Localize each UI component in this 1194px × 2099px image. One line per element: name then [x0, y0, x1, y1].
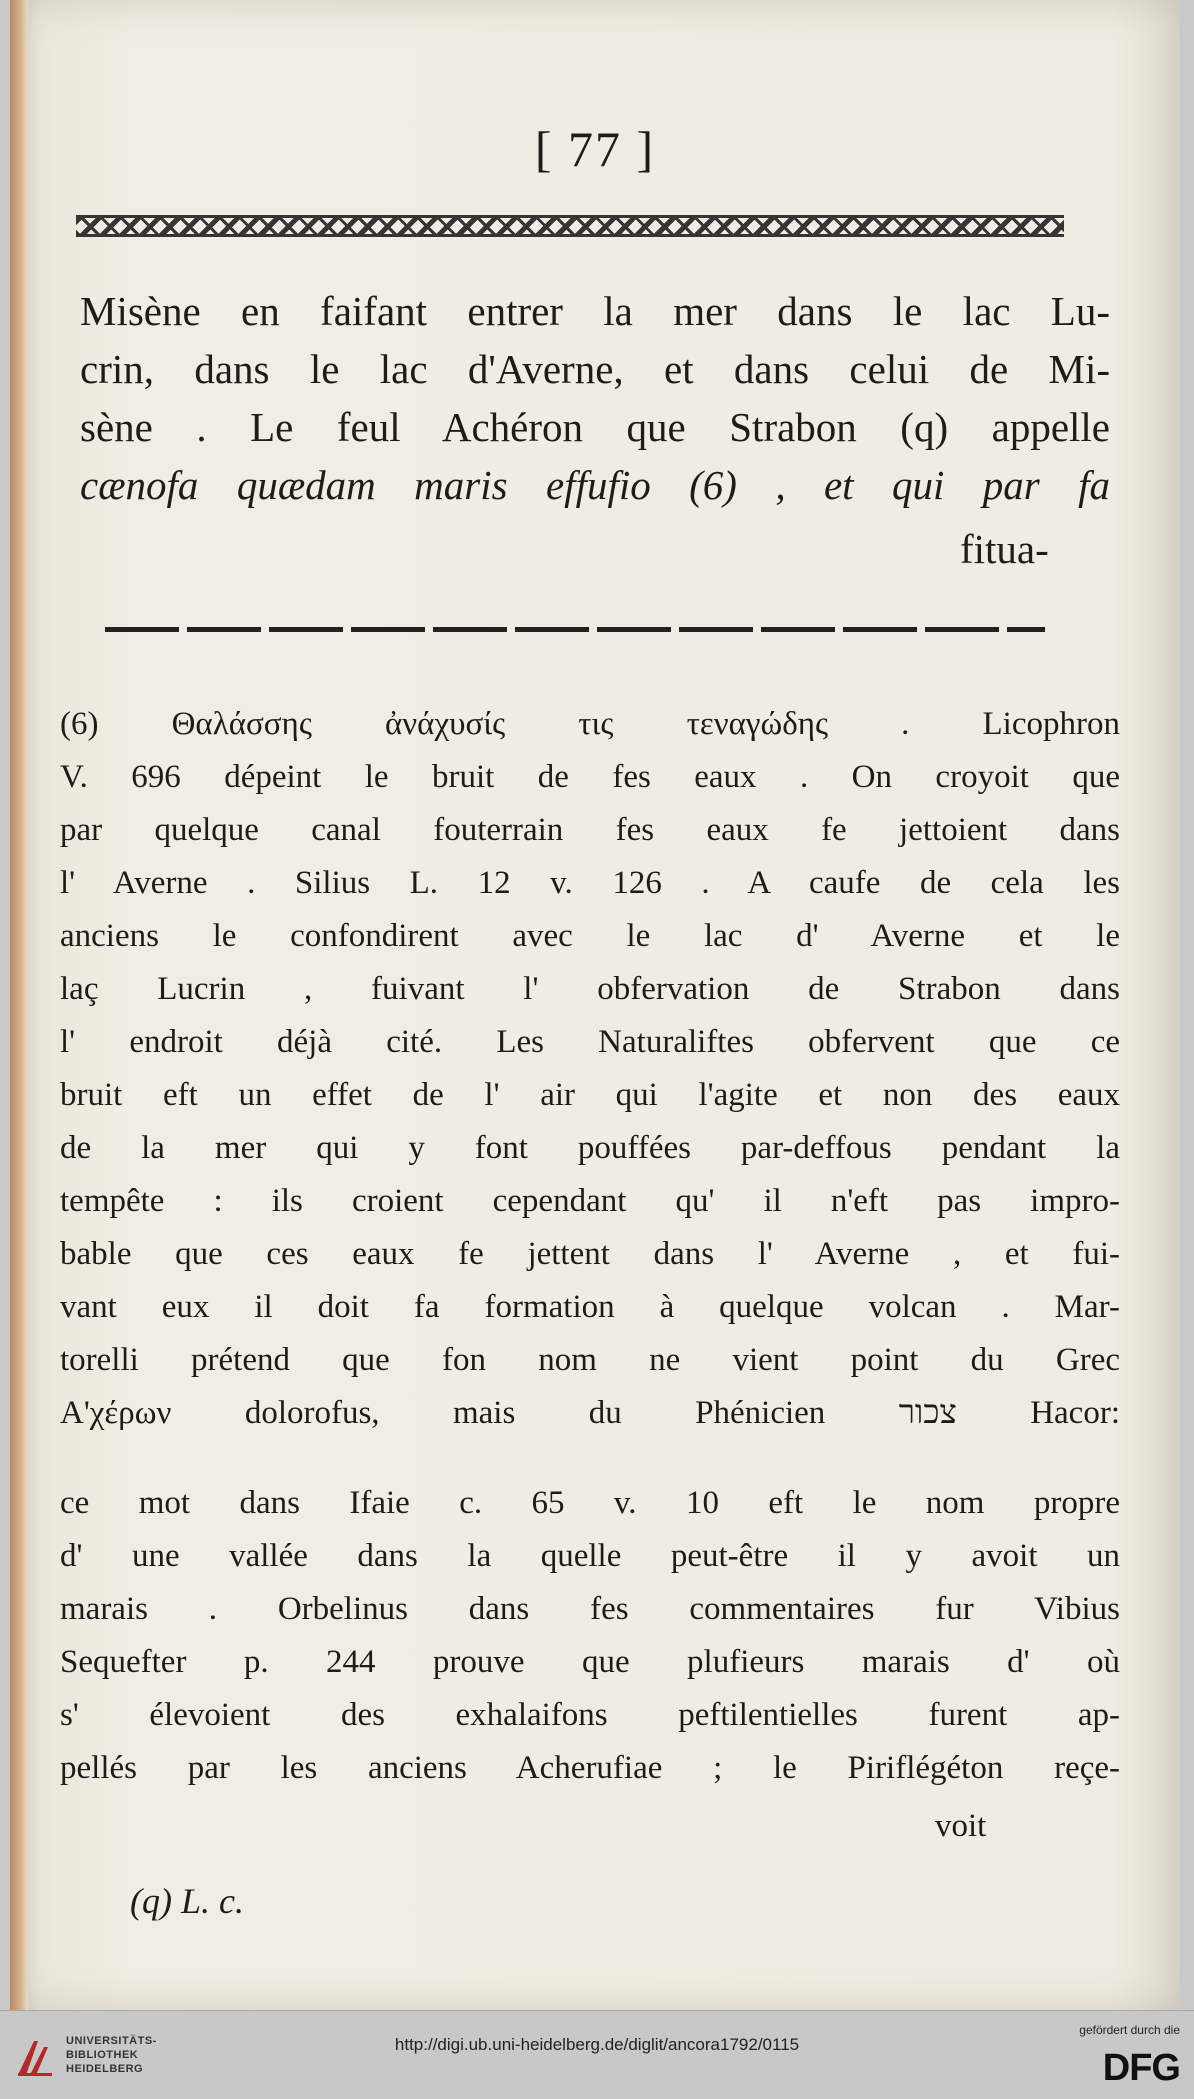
footnote-line: Sequefter p. 244 prouve que plufieurs marais d' où — [60, 1644, 1120, 1680]
footnote-line: pellés par les anciens Acherufiae ; le Piriflégéton reçe- — [60, 1750, 1120, 1786]
viewer-footer — [0, 2010, 1194, 2099]
page-binding-edge — [10, 0, 28, 2010]
permalink-url[interactable]: http://digi.ub.uni-heidelberg.de/diglit/ancora1792/0115 — [394, 2035, 800, 2054]
footnote-line: l' endroit déjà cité. Les Naturaliftes obfervent que ce — [60, 1024, 1120, 1060]
library-name-line: HEIDELBERG — [66, 2063, 144, 2075]
page-number: [ 77 ] — [534, 121, 656, 177]
footnote-line: s' élevoient des exhalaifons peftilentielles furent ap- — [60, 1697, 1120, 1733]
footnote-line: marais . Orbelinus dans fes commentaires fur Vibius — [60, 1591, 1120, 1627]
footnote-line: bruit eft un effet de l' air qui l'agite et non des eaux — [60, 1077, 1120, 1113]
footnote-line: par quelque canal fouterrain fes eaux fe jettoient dans — [60, 812, 1120, 848]
footnote-line: anciens le confondirent avec le lac d' Averne et le — [60, 918, 1120, 954]
footnote-line: l' Averne . Silius L. 12 v. 126 . A caufe de cela les — [60, 865, 1120, 901]
footnote-line: vant eux il doit fa formation à quelque volcan . Mar- — [60, 1289, 1120, 1325]
footnote-line: laç Lucrin , fuivant l' obfervation de Strabon dans — [60, 971, 1120, 1007]
catchword: fitua- — [960, 526, 1049, 572]
footnote-line: de la mer qui y font pouffées par-deffous pendant la — [60, 1130, 1120, 1166]
footnote-line: V. 696 dépeint le bruit de fes eaux . On croyoit que — [60, 759, 1120, 795]
footnote-line: ce mot dans Ifaie c. 65 v. 10 eft le nom propre — [60, 1485, 1120, 1521]
main-text-line: cænofa quædam maris effufio (6) , et qui par fa — [80, 462, 1110, 508]
funding-label: gefördert durch die — [1079, 2023, 1180, 2037]
footnote-divider — [105, 627, 1045, 632]
margin-note: (q) L. c. — [130, 1881, 244, 1921]
header-ornament-border — [76, 215, 1064, 237]
book-page — [10, 0, 1180, 2010]
main-text-line: crin, dans le lac d'Averne, et dans celui de Mi- — [80, 346, 1110, 392]
library-name-line: UNIVERSITÄTS- — [66, 2035, 157, 2047]
footnote-line: torelli prétend que fon nom ne vient point du Grec — [60, 1342, 1120, 1378]
footnote-catchword: voit — [935, 1808, 987, 1844]
main-text-line: sène . Le feul Achéron que Strabon (q) appelle — [80, 404, 1110, 450]
footnote-line: d' une vallée dans la quelle peut-être il y avoit un — [60, 1538, 1120, 1574]
main-text-line: Misène en faifant entrer la mer dans le lac Lu- — [80, 288, 1110, 334]
footnote-line: (6) Θαλάσσης ἀνάχυσίς τις τεναγώδης . Licophron — [60, 706, 1120, 742]
library-name-line: BIBLIOTHEK — [66, 2049, 139, 2061]
dfg-logo[interactable]: DFG — [1102, 2047, 1180, 2089]
footnote-line: bable que ces eaux fe jettent dans l' Averne , et fui- — [60, 1236, 1120, 1272]
footnote-line: tempête : ils croient cependant qu' il n'eft pas impro- — [60, 1183, 1120, 1219]
footnote-line: A'χέρων dolorofus, mais du Phénicien צכור Hacor: — [60, 1395, 1120, 1431]
